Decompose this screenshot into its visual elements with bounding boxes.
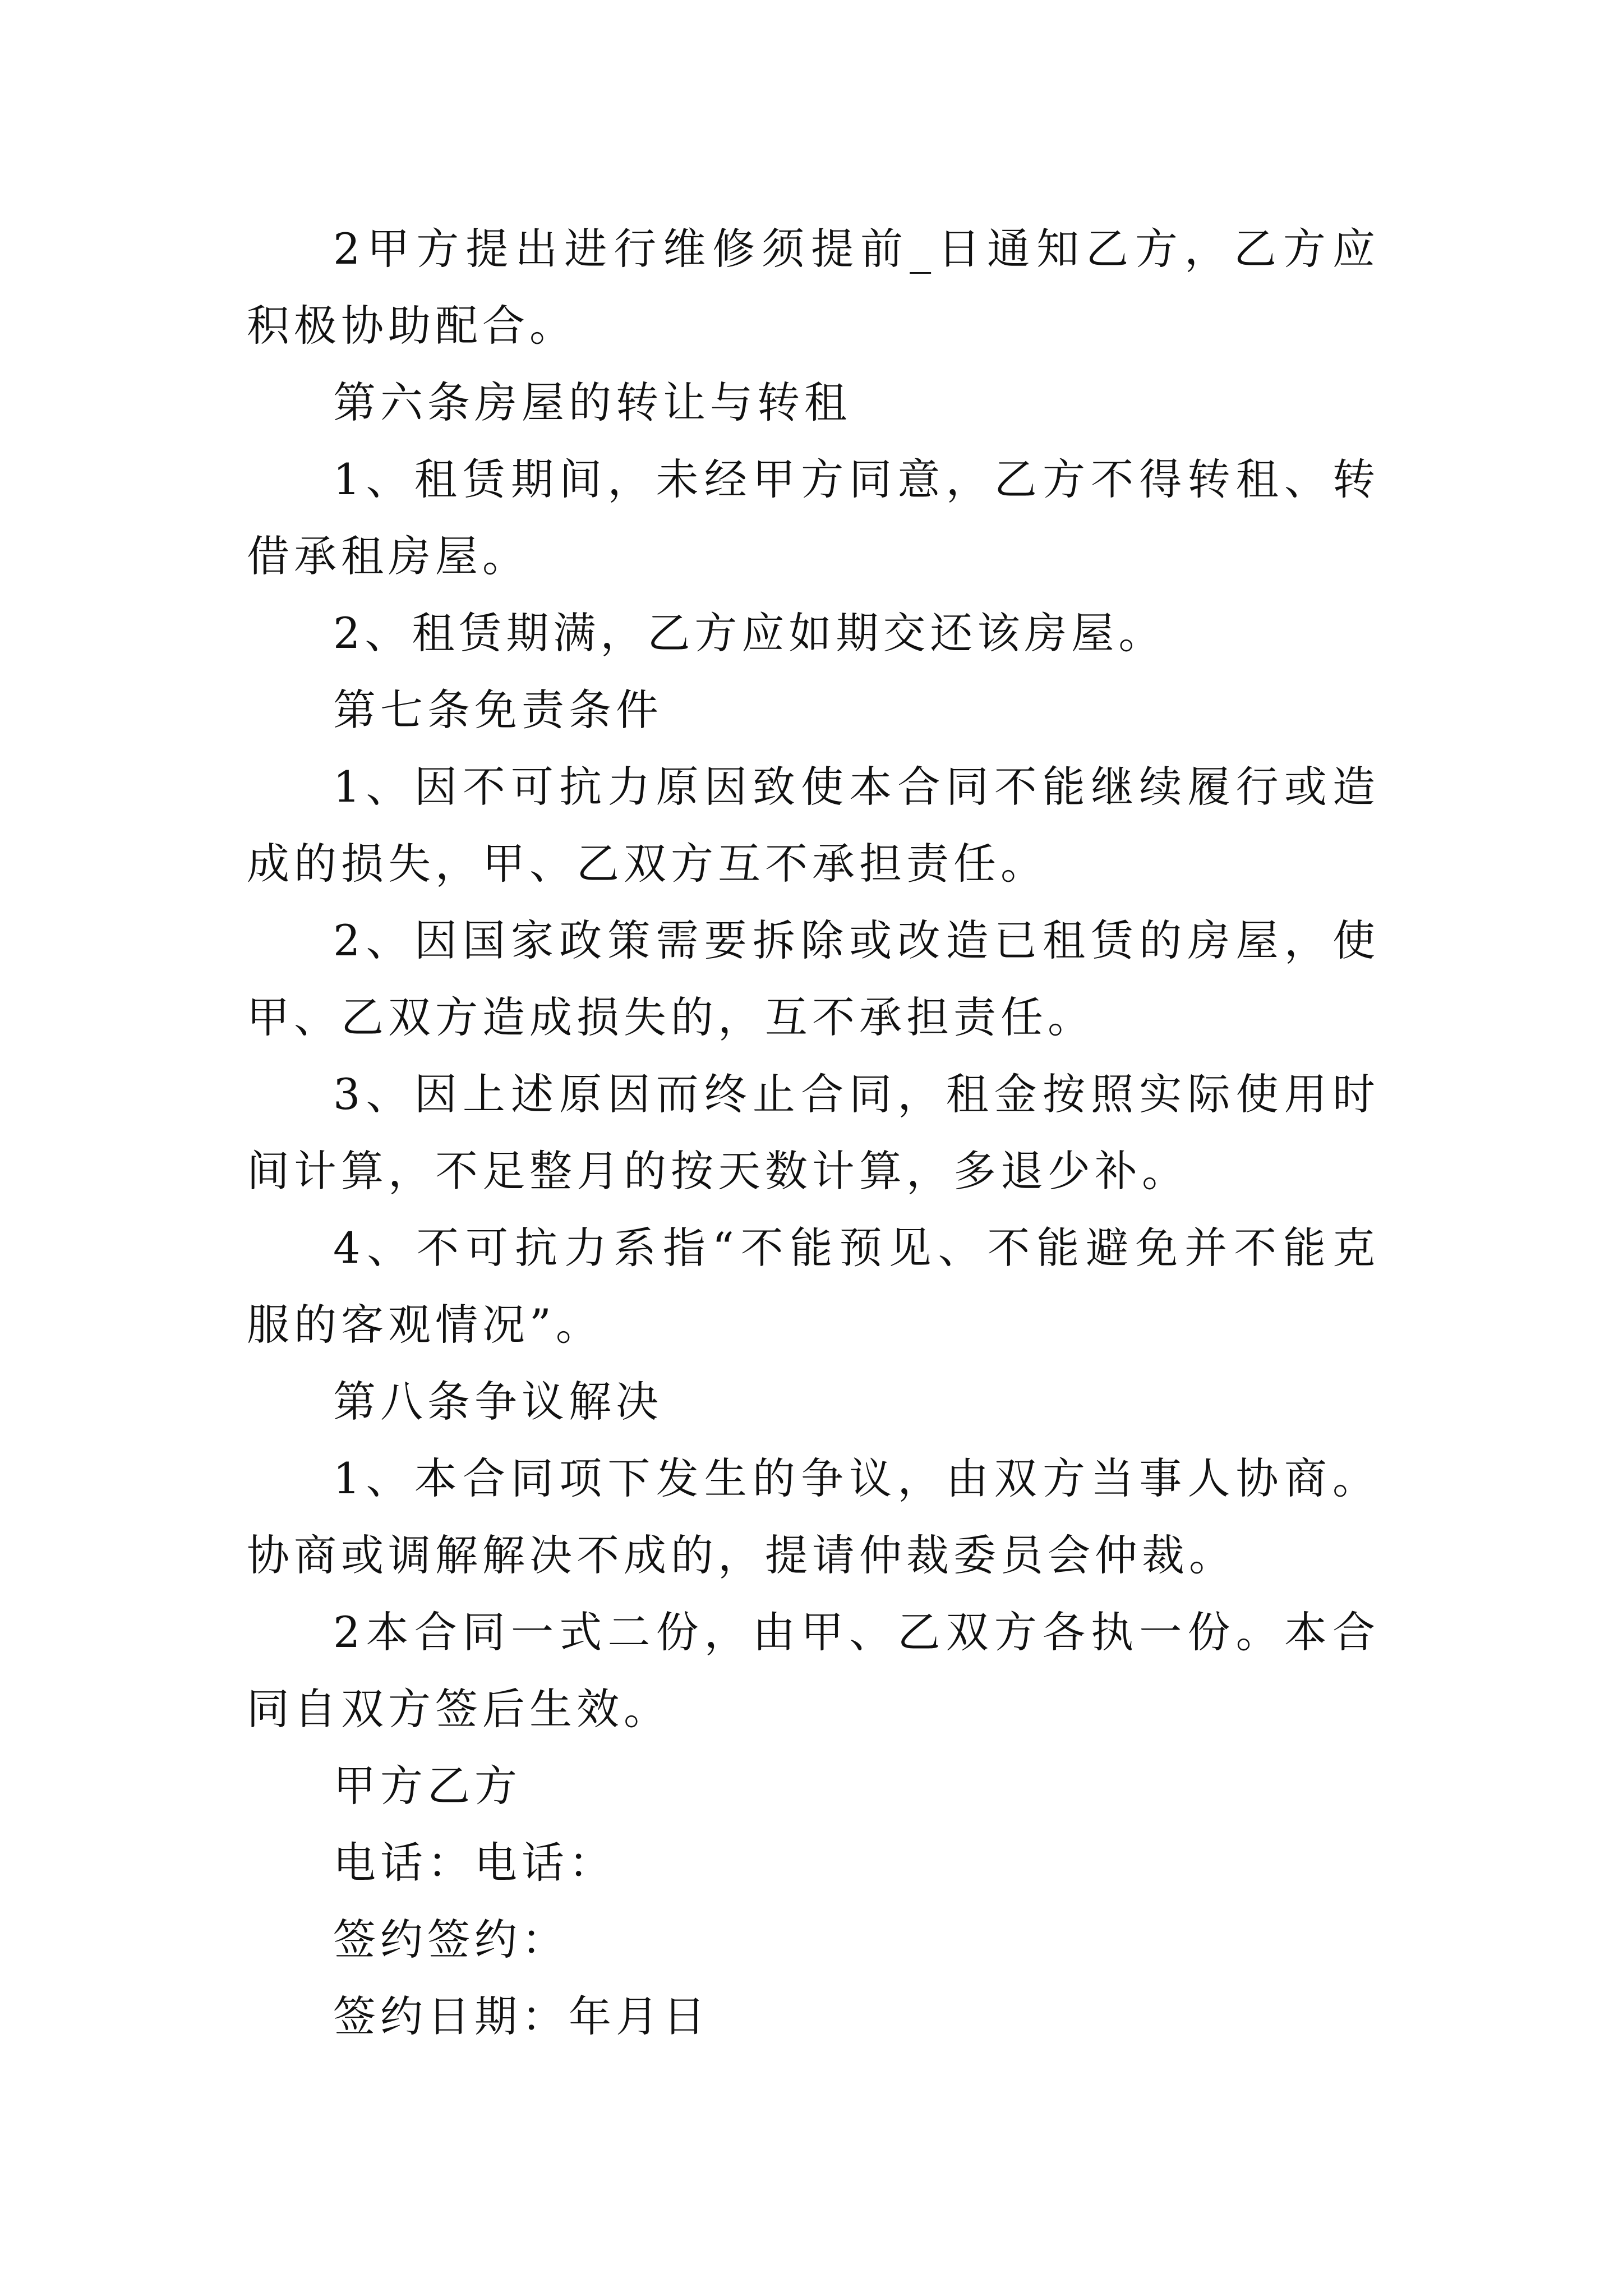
clause-repair-notice: 2甲方提出进行维修须提前_日通知乙方，乙方应积极协助配合。 — [247, 224, 1380, 351]
article-7-item-2: 2、因国家政策需要拆除或改造已租赁的房屋，使甲、乙双方造成损失的，互不承担责任。 — [247, 915, 1380, 1042]
article-7-item-1: 1、因不可抗力原因致使本合同不能继续履行或造成的损失，甲、乙双方互不承担责任。 — [247, 762, 1380, 889]
signature-date: 签约日期：年月日 — [333, 1991, 710, 2041]
signature-sign: 签约签约： — [333, 1915, 569, 1964]
article-6-heading: 第六条房屋的转让与转租 — [333, 378, 851, 427]
article-8-item-1: 1、本合同项下发生的争议，由双方当事人协商。协商或调解解决不成的，提请仲裁委员会仲裁。 — [247, 1453, 1380, 1580]
signature-parties: 甲方乙方 — [333, 1761, 522, 1811]
article-6-item-1: 1、租赁期间，未经甲方同意，乙方不得转租、转借承租房屋。 — [247, 454, 1380, 581]
article-7-item-4: 4、不可抗力系指“不能预见、不能避免并不能克服的客观情况”。 — [247, 1223, 1380, 1350]
document-body — [247, 210, 1380, 2055]
article-6-item-2: 2、租赁期满，乙方应如期交还该房屋。 — [333, 608, 1166, 658]
article-7-heading: 第七条免责条件 — [333, 685, 663, 735]
signature-phone: 电话：电话： — [333, 1838, 616, 1888]
article-8-item-2: 2本合同一式二份，由甲、乙双方各执一份。本合同自双方签后生效。 — [247, 1607, 1380, 1734]
article-7-item-3: 3、因上述原因而终止合同，租金按照实际使用时间计算，不足整月的按天数计算，多退少补。 — [247, 1069, 1380, 1196]
article-8-heading: 第八条争议解决 — [333, 1377, 663, 1427]
